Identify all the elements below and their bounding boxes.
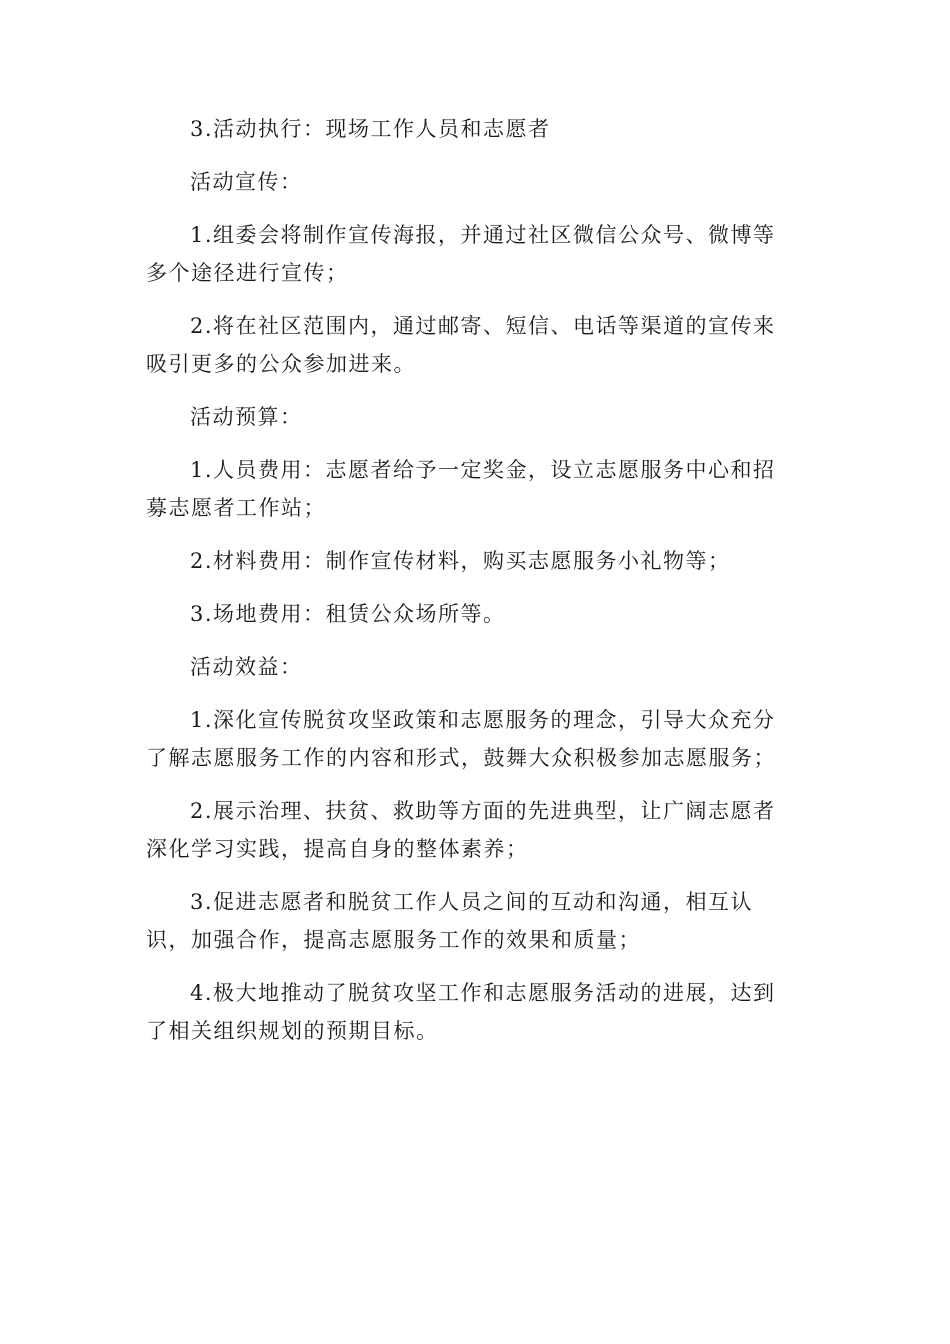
paragraph-benefits-3: 3.促进志愿者和脱贫工作人员之间的互动和沟通，相互认识，加强合作，提高志愿服务工作的效果和质量； bbox=[146, 890, 754, 952]
paragraph-budget-3: 3.场地费用：租赁公众场所等。 bbox=[190, 602, 506, 626]
paragraph-budget-1: 1.人员费用：志愿者给予一定奖金，设立志愿服务中心和招募志愿者工作站； bbox=[146, 458, 776, 520]
paragraph-execution: 3.活动执行：现场工作人员和志愿者 bbox=[190, 117, 551, 141]
paragraph-publicity-2: 2.将在社区范围内，通过邮寄、短信、电话等渠道的宣传来吸引更多的公众参加进来。 bbox=[146, 314, 776, 376]
paragraph-publicity-1: 1.组委会将制作宣传海报，并通过社区微信公众号、微博等多个途径进行宣传； bbox=[146, 223, 776, 285]
heading-publicity: 活动宣传： bbox=[190, 170, 303, 194]
heading-budget: 活动预算： bbox=[190, 405, 303, 429]
paragraph-benefits-1: 1.深化宣传脱贫攻坚政策和志愿服务的理念，引导大众充分了解志愿服务工作的内容和形式，鼓舞大众积极参加志愿服务； bbox=[146, 708, 776, 770]
paragraph-benefits-4: 4.极大地推动了脱贫攻坚工作和志愿服务活动的进展，达到了相关组织规划的预期目标。 bbox=[146, 981, 776, 1043]
paragraph-budget-2: 2.材料费用：制作宣传材料，购买志愿服务小礼物等； bbox=[190, 549, 731, 573]
heading-benefits: 活动效益： bbox=[190, 655, 303, 679]
document-body bbox=[146, 110, 796, 1050]
paragraph-benefits-2: 2.展示治理、扶贫、救助等方面的先进典型，让广阔志愿者深化学习实践，提高自身的整体素养； bbox=[146, 799, 776, 861]
